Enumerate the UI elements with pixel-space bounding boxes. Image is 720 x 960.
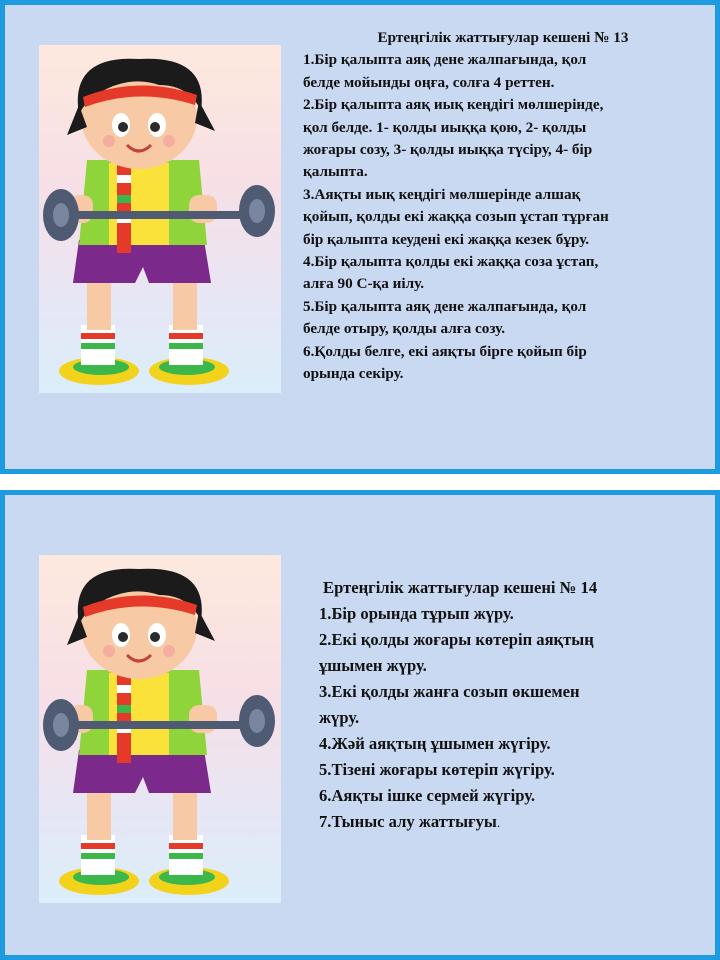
exercise-title-13: Ертеңгілік жаттығулар кешені № 13 — [377, 29, 629, 46]
exercise-line: 6.Қолды белге, екі аяқты бірге қойып бір — [303, 342, 587, 360]
exercise-line-last — [319, 809, 699, 836]
boy-barbell-illustration — [39, 45, 281, 393]
exercise-card-13 — [0, 0, 720, 474]
exercise-line: 2.Екі қолды жоғары көтеріп аяқтың — [319, 630, 594, 649]
boy-barbell-icon — [39, 45, 281, 393]
exercise-line: 6.Аяқты ішке сермей жүгіру. — [319, 786, 536, 805]
exercise-card-14 — [0, 490, 720, 960]
exercise-line: 3.Екі қолды жанға созып өкшемен — [319, 682, 580, 701]
exercise-line: жүру. — [319, 708, 360, 727]
exercise-line: белде мойынды оңға, солға 4 реттен. — [303, 73, 555, 91]
exercise-line: 1.Бір қалыпта аяқ дене жалпағында, қол — [303, 51, 587, 69]
exercise-line: 5.Тізені жоғары көтеріп жүгіру. — [319, 760, 555, 779]
exercise-line: 4.Бір қалыпта қолды екі жаққа соза ұстап, — [303, 253, 599, 271]
exercise-title-14: Ертеңгілік жаттығулар кешені № 14 — [323, 578, 598, 597]
exercise-last-text: 7.Тыныс алу жаттығуы — [319, 812, 497, 831]
boy-barbell-icon — [39, 555, 281, 903]
exercise-line: белде отыру, қолды алға созу. — [303, 320, 506, 338]
exercise-line: қалыпта. — [303, 163, 368, 181]
exercise-line: 5.Бір қалыпта аяқ дене жалпағында, қол — [303, 297, 587, 315]
exercise-line: 4.Жәй аяқтың ұшымен жүгіру. — [319, 734, 551, 753]
exercise-line: 2.Бір қалыпта аяқ иық кеңдігі мөлшерінде, — [303, 96, 604, 114]
exercise-line: 3.Аяқты иық кеңдігі мөлшерінде алшақ — [303, 185, 581, 203]
exercise-line: орында секіру. — [303, 365, 404, 383]
exercise-text-14 — [319, 575, 699, 836]
exercise-line: ұшымен жүру. — [319, 656, 427, 675]
exercise-line: 1.Бір орында тұрып жүру. — [319, 604, 514, 623]
boy-barbell-illustration — [39, 555, 281, 903]
exercise-line: жоғары созу, 3- қолды иыққа түсіру, 4- бір — [303, 141, 593, 159]
exercise-line: қойып, қолды екі жаққа созып ұстап тұрған — [303, 208, 609, 226]
exercise-text-13 — [303, 27, 703, 386]
exercise-last-period: . — [496, 815, 501, 830]
exercise-line: бір қалыпта кеудені екі жаққа кезек бұру. — [303, 230, 590, 248]
exercise-line: алға 90 С-қа иілу. — [303, 275, 425, 293]
exercise-line: қол белде. 1- қолды иыққа қою, 2- қолды — [303, 118, 587, 136]
